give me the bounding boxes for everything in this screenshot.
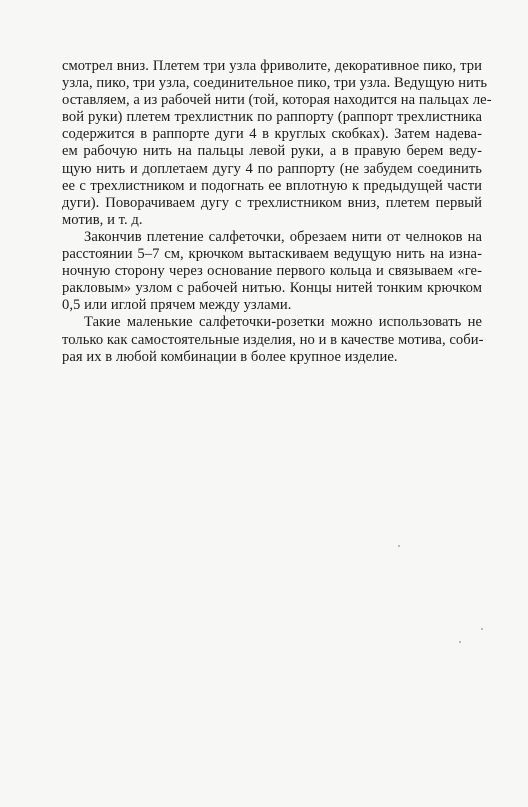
text-line: щую нить и доплетаем дугу 4 по раппорту (не забудем соединить (62, 160, 482, 177)
text-line: узла, пико, три узла, соединительное пико, три узла. Ведущую нить (62, 75, 488, 92)
paragraph-1 (62, 58, 492, 229)
text-line: 0,5 или иглой прячем между узлами. (62, 297, 292, 314)
text-line: Такие маленькие салфеточки-розетки можно использовать не (84, 314, 482, 331)
text-line: мотив, и т. д. (62, 211, 143, 228)
text-line: расстоянии 5–7 см, крючком вытаскиваем ведущую нить на изна- (62, 246, 482, 263)
text-line: оставляем, а из рабочей нити (той, которая находится на пальцах ле- (62, 92, 492, 109)
scan-speck (398, 545, 400, 547)
text-line: дуги). Поворачиваем дугу с трехлистником вниз, плетем первый (62, 194, 482, 211)
text-line: вой руки) плетем трехлистник по раппорту (раппорт трехлистника (62, 109, 482, 126)
text-line: только как самостоятельные изделия, но и в качестве мотива, соби- (62, 331, 484, 348)
page-text (62, 58, 492, 366)
text-line: Закончив плетение салфеточки, обрезаем нити от челноков на (84, 228, 482, 245)
text-line: смотрел вниз. Плетем три узла фриволите, декоративное пико, три (62, 58, 482, 74)
paragraph-2 (62, 229, 482, 314)
text-line: ее с трехлистником и подогнать ее вплотную к предыдущей части (62, 177, 482, 194)
text-line: рая их в любой комбинации в более крупное изделие. (62, 348, 398, 365)
text-line: ночную сторону через основание первого кольца и связываем «ге- (62, 263, 482, 280)
text-line: ракловым» узлом с рабочей нитью. Концы нитей тонким крючком (62, 280, 482, 297)
paragraph-3 (62, 314, 482, 365)
scan-speck (481, 628, 483, 630)
scan-speck (459, 641, 461, 643)
text-line: ем рабочую нить на пальцы левой руки, а в правую берем веду- (62, 143, 482, 160)
text-line: содержится в раппорте дуги 4 в круглых скобках). Затем надева- (62, 126, 482, 143)
